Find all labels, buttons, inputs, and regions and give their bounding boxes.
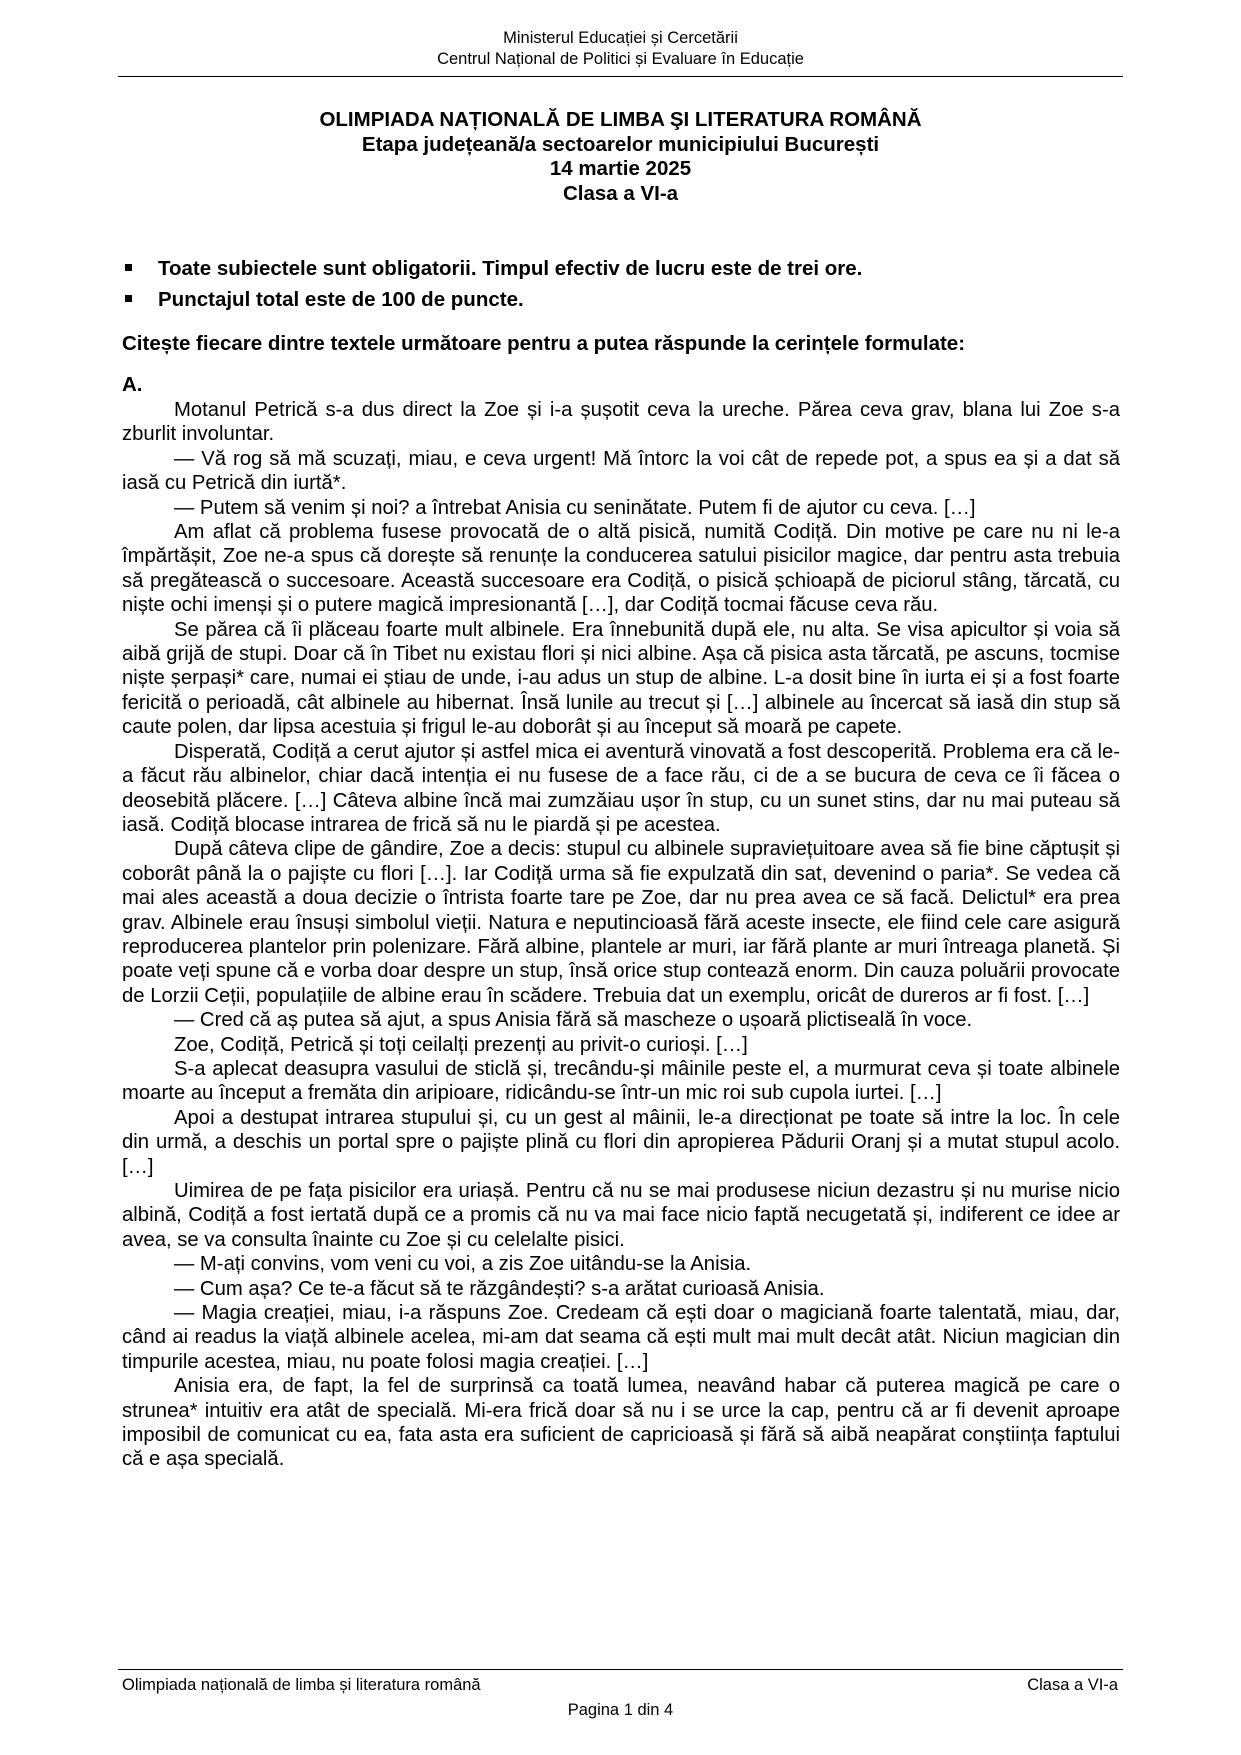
ministry-name: Ministerul Educației și Cercetării: [503, 29, 738, 47]
story-paragraph: — Magia creației, miau, i-a răspuns Zoe. Credeam că ești doar o magiciană foarte talentată, miau, dar, când ai readus la viață albinele acelea, mi-am dat seama că ești mult mai mult decât atât. Niciun magician din timpurile acestea, miau, nu poate folosi magia creației. […]: [122, 1302, 1120, 1373]
reading-instruction: Citește fiecare dintre textele următoare pentru a putea răspunde la cerințele formulate:: [122, 332, 966, 355]
footer-divider: [118, 1669, 1123, 1670]
footer-grade: Clasa a VI-a: [1027, 1676, 1118, 1694]
page-header: [118, 28, 1123, 70]
story-paragraph: — M-ați convins, vom veni cu voi, a zis Zoe uitându-se la Anisia.: [174, 1253, 752, 1276]
section-label: A.: [122, 373, 143, 396]
story-paragraph: După câteva clipe de gândire, Zoe a decis: stupul cu albinele supraviețuitoare avea să fie bine căptușit și coborât până la o pajiște cu flori […]. Iar Codiță urma să fie expulzată din sat, devenind o paria*. Se vedea că mai ales această a doua decizie o întrista foarte tare pe Zoe, dar nu prea avea ce să facă. Delictul* era prea grav. Albinele erau însuși simbolul vieții. Natura e neputincioasă fără aceste insecte, ele fiind cele care asigură reproducerea plantelor prin polenizare. Fără albine, plantele ar muri, iar fără plante ar muri întreaga planetă. Și poate veți spune că e vorba doar despre un stup, însă orice stup contează enorm. Din cauza poluării provocate de Lorzii Ceții, populațiile de albine erau în scădere. Trebuia dat un exemplu, oricât de dureros ar fi fost. […]: [122, 838, 1120, 1007]
olympiad-title: OLIMPIADA NAȚIONALĂ DE LIMBA ŞI LITERATURA ROMÂNĂ: [319, 108, 922, 131]
story-paragraph: Am aflat că problema fusese provocată de o altă pisică, numită Codiță. Din motive pe care nu ni le-a împărtășit, Zoe ne-a spus că dorește să renunțe la conducerea satului pisicilor magice, dar pentru asta trebuia să pregătească o succesoare. Această succesoare era Codiță, o pisică șchioapă de piciorul stâng, tărcată, cu niște ochi imenși și o putere magică impresionantă […], dar Codiță tocmai făcuse ceva rău.: [122, 521, 1120, 617]
story-paragraph: — Putem să venim și noi? a întrebat Anisia cu seninătate. Putem fi de ajutor cu ceva. […]: [174, 496, 976, 519]
page-number: Pagina 1 din 4: [567, 1701, 674, 1719]
story-paragraph: Disperată, Codiță a cerut ajutor și astfel mica ei aventură vinovată a fost descoperită. Problema era că le-a făcut rău albinelor, chiar dacă intenția ei nu fusese de a face rău, ci de a se bucura de ceva ce îi făcea o deosebită plăcere. […] Câteva albine încă mai zumzăiau ușor în stup, cu un sunet stins, dar nu mai puteau să iasă. Codiță blocase intrarea de frică să nu le piardă și pe acestea.: [122, 740, 1120, 836]
story-paragraph: — Cum așa? Ce te-a făcut să te răzgândești? s-a arătat curioasă Anisia.: [174, 1277, 825, 1300]
story-paragraph: S-a aplecat deasupra vasului de sticlă și, trecându-și mâinile peste el, a murmurat ceva și toate albinele moarte au început a fremăta din aripioare, ridicându-se într-un mic roi sub cupola iurtei. […]: [122, 1057, 1120, 1105]
grade-label: Clasa a VI-a: [562, 181, 679, 205]
rule-item: Punctajul total este de 100 de puncte.: [122, 284, 862, 315]
story-paragraph: — Cred că aș putea să ajut, a spus Anisia fără să mascheze o ușoară plictiseală în voce.: [174, 1009, 973, 1032]
story-text: [122, 398, 1120, 1472]
exam-date: 14 martie 2025: [549, 157, 692, 180]
story-paragraph: — Vă rog să mă scuzați, miau, e ceva urgent! Mă întorc la voi cât de repede pot, a spus ea și a dat să iasă cu Petrică din iurtă*.: [122, 447, 1120, 495]
story-paragraph: Apoi a destupat intrarea stupului și, cu un gest al mâinii, le-a direcționat pe toate să intre la loc. În cele din urmă, a deschis un portal spre o pajiște plină cu flori din apropierea Pădurii Oranj și a mutat stupul acolo. […]: [122, 1106, 1120, 1178]
center-name: Centrul Național de Politici și Evaluare în Educație: [437, 50, 804, 68]
rule-item: Toate subiectele sunt obligatorii. Timpul efectiv de lucru este de trei ore.: [122, 253, 862, 284]
stage-title: Etapa județeană/a sectoarelor municipiului București: [361, 132, 880, 156]
rules-list: [122, 253, 862, 315]
story-paragraph: Anisia era, de fapt, la fel de surprinsă ca toată lumea, neavând habar că puterea magică pe care o strunea* intuitiv era atât de specială. Mi-era frică doar să nu i se urce la cap, pentru că ar fi devenit aproape imposibil de comunicat cu ea, fata asta era suficient de capricioasă și fără să aibă neapărat conștiința faptului că e așa specială.: [122, 1375, 1120, 1471]
footer-olympiad-name: Olimpiada națională de limba și literatura română: [122, 1676, 481, 1694]
story-paragraph: Uimirea de pe fața pisicilor era uriașă. Pentru că nu se mai produsese niciun dezastru și nu murise nicio albină, Codiță a fost iertată după ce a promis că nu va mai face nicio faptă necugetată și, indiferent ce idee ar avea, se va consulta înainte cu Zoe și cu celelalte pisici.: [122, 1180, 1120, 1251]
story-paragraph: Zoe, Codiță, Petrică și toți ceilalți prezenți au privit-o curioși. […]: [174, 1033, 748, 1056]
header-divider: [118, 76, 1123, 77]
story-paragraph: Motanul Petrică s-a dus direct la Zoe și i-a șușotit ceva la ureche. Părea ceva grav, blana lui Zoe s-a zburlit involuntar.: [122, 399, 1120, 446]
story-paragraph: Se părea că îi plăceau foarte mult albinele. Era înnebunită după ele, nu alta. Se visa apicultor și voia să aibă grijă de stupi. Doar că în Tibet nu existau flori și nici albine. Așa că pisica asta tărcată, pe ascuns, tocmise niște șerpași* care, numai ei știau de unde, i-au adus un stup de albine. L-a dosit bine în iurta ei și a fost foarte fericită o perioadă, cât albinele au hibernat. Însă lunile au trecut și […] albinele au încercat să iasă din stup să caute polen, dar lipsa acestuia și frigul le-au doborât și au început să moară pe capete.: [122, 618, 1120, 739]
document-title: [118, 108, 1123, 206]
